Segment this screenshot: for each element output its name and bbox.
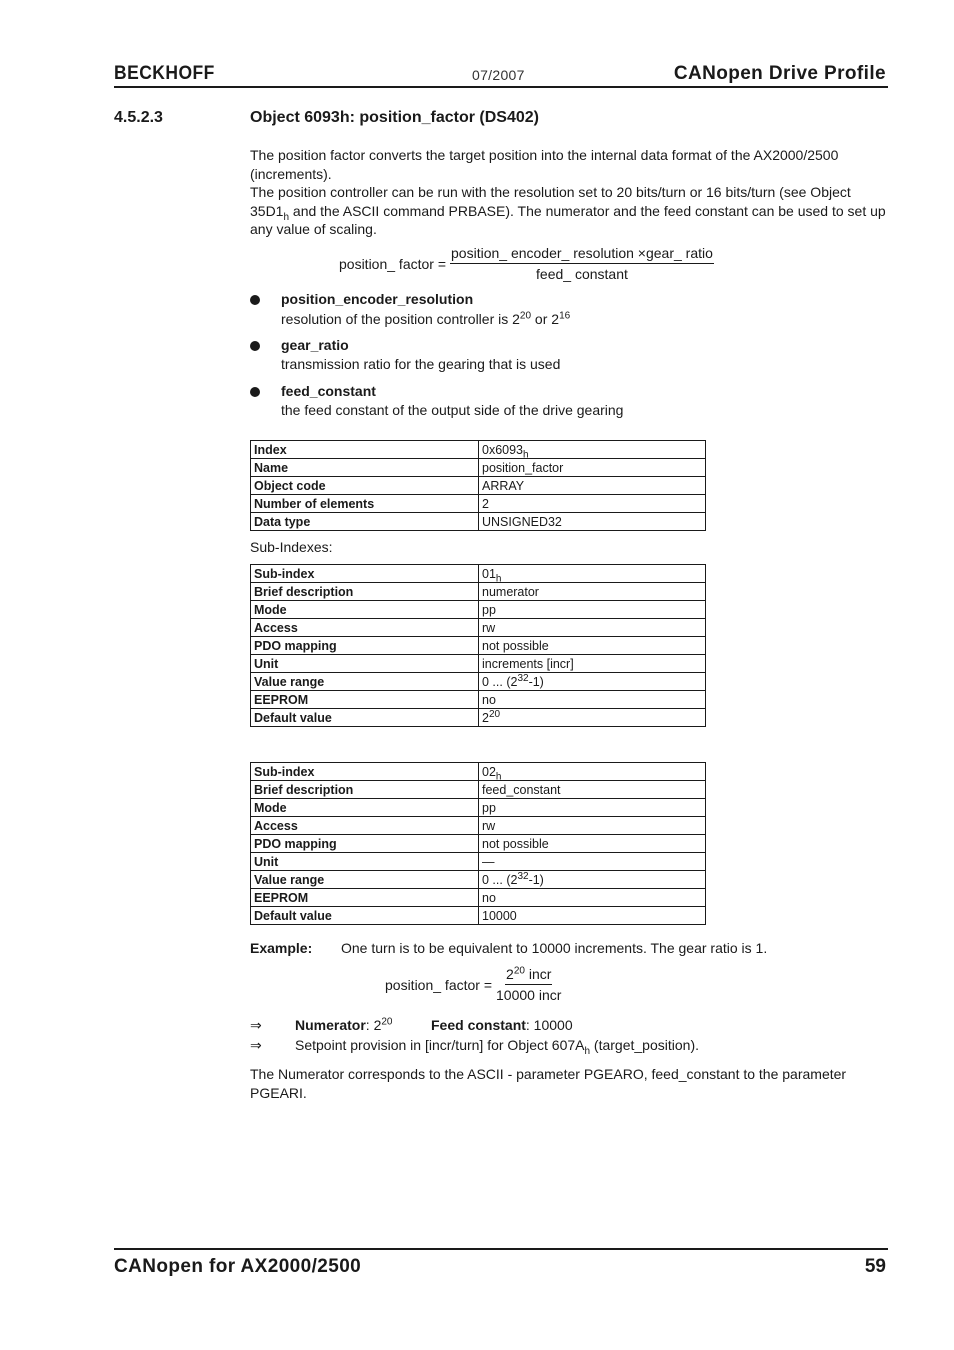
table-row: [251, 655, 706, 673]
subindex-1-table: [250, 564, 706, 727]
closing-paragraph: The Numerator corresponds to the ASCII - parameter PGEARO, feed_constant to the parameter PGEARI.: [250, 1066, 847, 1101]
table-key: PDO mapping: [251, 637, 479, 655]
document-title: CANopen Drive Profile: [673, 63, 886, 84]
brand-logo: BECKHOFF: [114, 63, 215, 84]
bullet-term-resolution: position_encoder_resolution: [281, 291, 474, 307]
bullet-desc-gear-ratio: transmission ratio for the gearing that is used: [281, 356, 561, 372]
subindex-2-table: [250, 762, 706, 925]
table-value: rw: [479, 619, 706, 637]
table-row: [251, 835, 706, 853]
table-row: [251, 871, 706, 889]
bullet-desc-feed-constant: the feed constant of the output side of the drive gearing: [281, 402, 624, 418]
table-value: 0 ... $(2^{32}-1)$: [479, 673, 706, 691]
table-row: [251, 513, 706, 531]
table-row: [251, 601, 706, 619]
object-table: [250, 440, 706, 531]
table-value: not possible: [479, 637, 706, 655]
formula-lhs: position_ factor =: [385, 976, 493, 993]
table-key: Brief description: [251, 583, 479, 601]
formula-denominator: feed_ constant: [536, 266, 628, 282]
table-row: [251, 763, 706, 781]
table-value: no: [479, 889, 706, 907]
table-value: not possible: [479, 835, 706, 853]
footer-title: CANopen for AX2000/2500: [114, 1256, 362, 1277]
bullet-desc-resolution: resolution of the position controller is $2^{20}$ or $2^{16}$: [281, 310, 571, 327]
table-value: UNSIGNED32: [479, 513, 706, 531]
footer-divider: [114, 1248, 888, 1250]
table-key: Default value: [251, 709, 479, 727]
table-key: PDO mapping: [251, 835, 479, 853]
table-key: Value range: [251, 673, 479, 691]
table-key: EEPROM: [251, 691, 479, 709]
table-row: [251, 637, 706, 655]
table-row: [251, 817, 706, 835]
table-key: Data type: [251, 513, 479, 531]
header-divider: [114, 86, 888, 88]
table-key: Number of elements: [251, 495, 479, 513]
section-number: 4.5.2.3: [114, 109, 163, 126]
table-row: [251, 583, 706, 601]
feed-constant-result: Feed constant: 10000: [431, 1017, 573, 1033]
table-row: [251, 477, 706, 495]
page-number: 59: [864, 1256, 886, 1277]
table-value: rw: [479, 817, 706, 835]
table-key: Access: [251, 817, 479, 835]
bullet-term-feed-constant: feed_constant: [281, 383, 376, 399]
table-row: [251, 853, 706, 871]
table-value: $02_h$: [479, 763, 706, 781]
table-value: pp: [479, 799, 706, 817]
table-value: increments [incr]: [479, 655, 706, 673]
table-key: Index: [251, 441, 479, 459]
table-value: 0 ... $(2^{32}-1)$: [479, 871, 706, 889]
bullet-term-gear-ratio: gear_ratio: [281, 337, 349, 353]
implies-arrow-icon: ⇒: [250, 1037, 262, 1053]
table-row: [251, 691, 706, 709]
bullet-dot: [250, 341, 260, 351]
setpoint-note: Setpoint provision in [incr/turn] for Object $607A_h$ (target_position).: [295, 1037, 699, 1057]
example-text: One turn is to be equivalent to 10000 increments. The gear ratio is 1.: [341, 940, 768, 956]
intro-paragraph-1: The position factor converts the target position into the internal data format of the AX2000/2500 (increments).: [250, 147, 839, 182]
table-key: Sub-index: [251, 763, 479, 781]
table-value: position_factor: [479, 459, 706, 477]
table-key: Unit: [251, 853, 479, 871]
formula-fraction: [496, 966, 561, 1003]
table-row: [251, 781, 706, 799]
header-date: 07/2007: [472, 67, 525, 83]
table-value: feed_constant: [479, 781, 706, 799]
table-value: 10000: [479, 907, 706, 925]
table-value: 2: [479, 495, 706, 513]
table-key: Mode: [251, 601, 479, 619]
numerator-result: Numerator: $2^{20}$: [295, 1016, 393, 1033]
section-title: Object 6093h: position_factor (DS402): [250, 109, 539, 126]
table-key: Brief description: [251, 781, 479, 799]
intro-paragraph-2: The position controller can be run with the resolution set to 20 bits/turn or 16 bits/turn (see Object $35D1_h$ and the ASCII command PRBASE). The numerator and the feed constant can be used to set up any value of scaling.: [250, 184, 886, 237]
formula-numerator: position_ encoder_ resolution ×gear_ ratio: [450, 245, 714, 264]
table-key: Sub-index: [251, 565, 479, 583]
table-row: [251, 673, 706, 691]
formula-numerator: $2^{20}$ incr: [505, 966, 552, 985]
table-row: [251, 495, 706, 513]
table-key: Access: [251, 619, 479, 637]
bullet-dot: [250, 295, 260, 305]
table-row: [251, 709, 706, 727]
table-value: ARRAY: [479, 477, 706, 495]
table-key: Value range: [251, 871, 479, 889]
table-value: $01_h$: [479, 565, 706, 583]
example-formula: [385, 966, 561, 1003]
table-row: [251, 565, 706, 583]
table-key: Name: [251, 459, 479, 477]
table-row: [251, 889, 706, 907]
table-value: pp: [479, 601, 706, 619]
table-value: —: [479, 853, 706, 871]
formula-lhs: position_ factor =: [339, 255, 447, 272]
position-factor-formula: [339, 245, 714, 282]
table-value: no: [479, 691, 706, 709]
table-value: numerator: [479, 583, 706, 601]
table-key: Default value: [251, 907, 479, 925]
formula-denominator: 10000 incr: [496, 987, 562, 1003]
implies-arrow-icon: ⇒: [250, 1017, 262, 1033]
table-key: Unit: [251, 655, 479, 673]
example-label: Example:: [250, 940, 313, 956]
table-row: [251, 459, 706, 477]
table-row: [251, 619, 706, 637]
table-value: $2^{20}$: [479, 709, 706, 727]
table-row: [251, 799, 706, 817]
formula-fraction: [450, 245, 714, 282]
bullet-dot: [250, 387, 260, 397]
table-key: Object code: [251, 477, 479, 495]
table-key: Mode: [251, 799, 479, 817]
table-row: [251, 441, 706, 459]
subindexes-label: Sub-Indexes:: [250, 539, 333, 555]
table-key: EEPROM: [251, 889, 479, 907]
table-value: $0x6093_h$: [479, 441, 706, 459]
table-row: [251, 907, 706, 925]
